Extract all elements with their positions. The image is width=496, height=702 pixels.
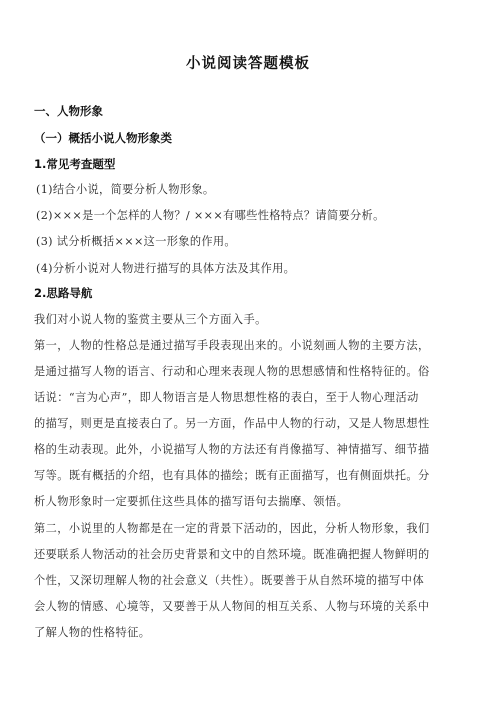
paragraph2-line: 还要联系人物活动的社会历史背景和文中的自然环境。既准确把握人物鲜明的: [34, 548, 430, 561]
paragraph2-line: 了解人物的性格特征。: [34, 626, 151, 639]
question-type-3: (3) 试分析概括×××这一形象的作用。: [36, 235, 236, 248]
section-heading-character-image: 一、人物形象: [34, 104, 103, 118]
document-title: 小说阅读答题模板: [186, 56, 310, 72]
paragraph1-line: 格的生动表现。此外，小说描写人物的方法还有肖像描写、神情描写、细节描: [34, 443, 430, 456]
subsection-heading-summarize: （一）概括小说人物形象类: [34, 131, 172, 145]
paragraph1-line: 话说：“言为心声”，即人物语言是人物思想性格的表白，至于人物心理活动: [34, 391, 419, 404]
question-type-1: (1)结合小说，简要分析人物形象。: [36, 183, 215, 196]
paragraph1-line: 是通过描写人物的语言、行动和心理来表现人物的思想感情和性格特征的。俗: [34, 365, 430, 378]
paragraph2-line: 会人物的情感、心境等，又要善于从人物间的相互关系、人物与环境的关系中: [34, 600, 430, 613]
paragraph2-line: 个性，又深切理解人物的社会意义（共性）。既要善于从自然环境的描写中体: [34, 574, 425, 587]
item-heading-question-types: 1.常见考查题型: [34, 157, 116, 171]
question-type-4: (4)分析小说对人物进行描写的具体方法及其作用。: [36, 262, 296, 275]
question-type-2: (2)×××是一个怎样的人物？/ ×××有哪些性格特点？请简要分析。: [36, 209, 385, 222]
paragraph2-line: 第二，小说里的人物都是在一定的背景下活动的，因此，分析人物形象，我们: [34, 522, 430, 535]
intro-line: 我们对小说人物的鉴赏主要从三个方面入手。: [34, 313, 267, 326]
paragraph1-line: 的描写，则更是直接表白了。另一方面，作品中人物的行动，又是人物思想性: [34, 417, 430, 430]
paragraph1-line: 第一，人物的性格总是通过描写手段表现出来的。小说刻画人物的主要方法，: [34, 339, 430, 352]
item-heading-approach: 2.思路导航: [34, 286, 93, 300]
paragraph1-line: 析人物形象时一定要抓住这些具体的描写语句去揣摩、领悟。: [34, 495, 349, 508]
paragraph1-line: 写等。既有概括的介绍，也有具体的描绘；既有正面描写，也有侧面烘托。分: [34, 469, 430, 482]
